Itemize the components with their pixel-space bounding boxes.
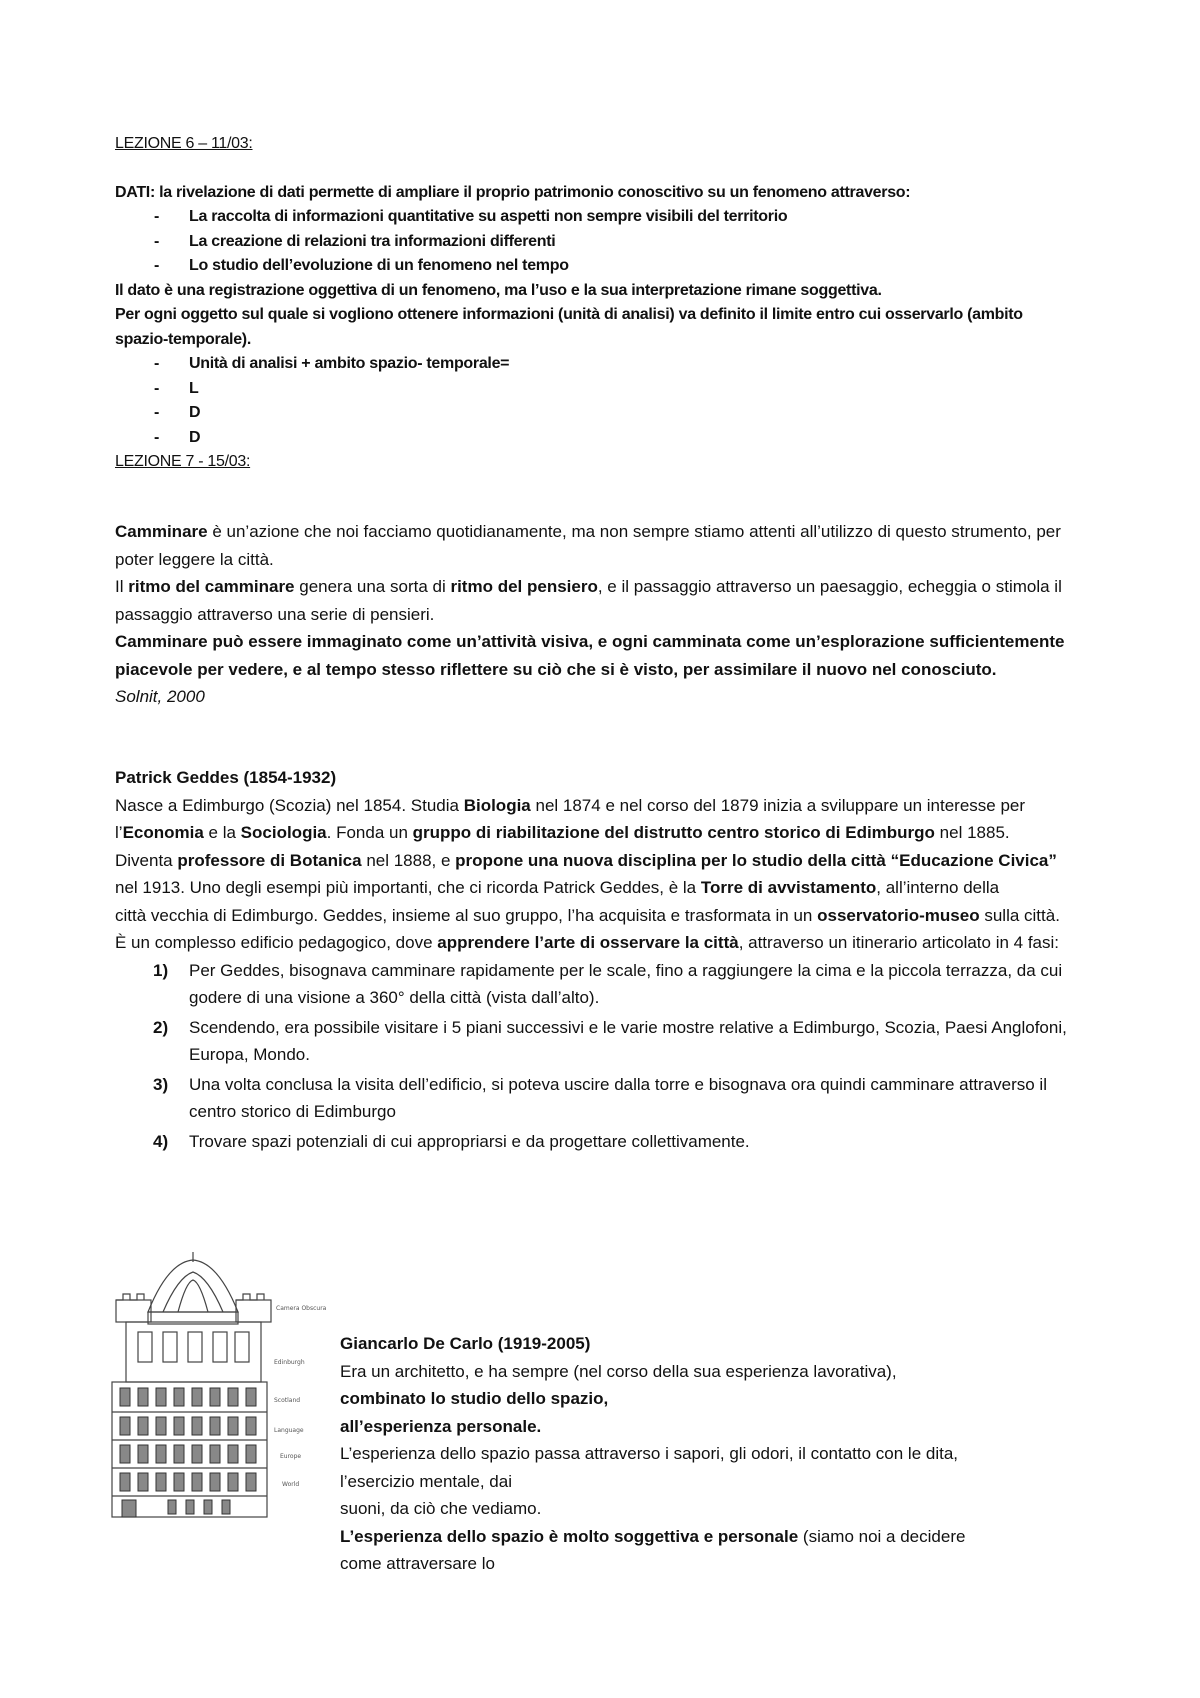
lesson6-line2: Per ogni oggetto sul quale si vogliono ottenere informazioni (unità di analisi) va definito il limite entro cui osservarlo (ambito spazio-temporale). bbox=[115, 306, 1023, 348]
tower-label: World bbox=[282, 1481, 300, 1488]
step-number: 1) bbox=[153, 960, 169, 980]
bold-text: Torre di avvistamento bbox=[700, 878, 877, 897]
decarlo-line: all’esperienza personale. bbox=[340, 1416, 542, 1436]
text: nel 1888, e bbox=[361, 850, 456, 870]
step-number: 4) bbox=[153, 1131, 169, 1151]
lesson6-bullets bbox=[115, 205, 1075, 279]
text: Diventa bbox=[115, 850, 178, 870]
decarlo-line: Era un architetto, e ha sempre (nel corso della sua esperienza lavorativa), bbox=[340, 1361, 897, 1381]
citation: Solnit, 2000 bbox=[115, 687, 205, 706]
bold-text: osservatorio-museo bbox=[817, 905, 980, 925]
text: , all’interno della bbox=[876, 878, 1000, 897]
list-item bbox=[115, 1014, 1075, 1069]
text: nel 1913. Uno degli esempi più importanti, che ci ricorda Patrick Geddes, è la bbox=[115, 878, 701, 897]
list-item: - Lo studio dell’evoluzione di un fenomeno nel tempo bbox=[115, 254, 1075, 279]
tower-label: Scotland bbox=[274, 1397, 301, 1404]
text: nel 1885. bbox=[934, 823, 1010, 842]
geddes-paragraph-3 bbox=[115, 902, 1075, 957]
text: (siamo noi a decidere bbox=[798, 1526, 966, 1546]
decarlo-line: come attraversare lo bbox=[340, 1554, 495, 1573]
decarlo-line: combinato lo studio dello spazio, bbox=[340, 1389, 609, 1408]
text: , attraverso un itinerario articolato in 4 fasi: bbox=[738, 933, 1060, 952]
outlook-tower-illustration bbox=[108, 1252, 327, 1522]
lesson7-paragraph-2 bbox=[115, 573, 1075, 628]
decarlo-title: Giancarlo De Carlo (1919-2005) bbox=[340, 1334, 591, 1353]
step-text: Trovare spazi potenziali di cui appropriarsi e da progettare collettivamente. bbox=[189, 1131, 750, 1151]
decarlo-line: suoni, da ciò che vediamo. bbox=[340, 1499, 542, 1518]
decarlo-line: l’esercizio mentale, dai bbox=[340, 1471, 512, 1491]
lesson7-heading: LEZIONE 7 - 15/03: bbox=[115, 453, 251, 470]
list-item: - L bbox=[115, 377, 1075, 402]
tower-label: Edinburgh bbox=[274, 1359, 305, 1366]
bold-text: Sociologia bbox=[240, 823, 327, 842]
text: , e il passaggio attraverso un paesaggio, echeggia o stimola il passaggio attraverso una serie di pensieri. bbox=[115, 577, 1062, 624]
list-item: - D bbox=[115, 401, 1075, 426]
decarlo-line bbox=[340, 1523, 1080, 1551]
step-text: Una volta conclusa la visita dell’edificio, si poteva uscire dalla torre e bisognava ora quindi camminare attraverso il centro storico di Edimburgo bbox=[189, 1074, 1047, 1121]
bold-text: Economia bbox=[122, 823, 204, 842]
geddes-section bbox=[115, 764, 1075, 1157]
list-item: - La creazione di relazioni tra informazioni differenti bbox=[115, 230, 1075, 255]
decarlo-line: L’esperienza dello spazio passa attraverso i sapori, gli odori, il contatto con le dita, bbox=[340, 1444, 959, 1463]
tower-label: Language bbox=[274, 1427, 304, 1434]
geddes-paragraph-1 bbox=[115, 792, 1075, 847]
list-item bbox=[115, 1071, 1075, 1126]
bold-text: ritmo del camminare bbox=[128, 577, 295, 596]
list-item bbox=[115, 1128, 1075, 1156]
bold-text: apprendere l’arte di osservare la città bbox=[437, 933, 739, 952]
text: e la bbox=[203, 823, 241, 842]
step-text: Scendendo, era possibile visitare i 5 piani successivi e le varie mostre relative a Edimburgo, Scozia, Paesi Anglofoni, Europa, Mondo. bbox=[189, 1017, 1067, 1064]
list-item: - D bbox=[115, 426, 1075, 451]
list-item: - La raccolta di informazioni quantitative su aspetti non sempre visibili del territorio bbox=[115, 205, 1075, 230]
geddes-paragraph-2 bbox=[115, 847, 1075, 902]
lesson7-paragraph-3: Camminare può essere immaginato come un’attività visiva, e ogni camminata come un’esplorazione sufficientemente piacevole per vedere, e al tempo stesso riflettere su ciò che si è visto, per assimilare il nuovo nel conosciuto. bbox=[115, 632, 1065, 679]
bold-text: ritmo del pensiero bbox=[450, 577, 598, 596]
lesson6-line1: Il dato è una registrazione oggettiva di un fenomeno, ma l’uso e la sua interpretazione rimane soggettiva. bbox=[115, 281, 882, 299]
bold-text: gruppo di riabilitazione del distrutto centro storico di Edimburgo bbox=[412, 823, 935, 842]
bold-text: L’esperienza dello spazio è molto soggettiva e personale bbox=[340, 1526, 799, 1546]
text: sulla città. È un complesso edificio pedagogico, dove bbox=[115, 905, 1060, 952]
text: è un’azione che noi facciamo quotidianamente, ma non sempre stiamo attenti all’utilizzo di questo strumento, per poter leggere la città. bbox=[115, 522, 1061, 569]
decarlo-section bbox=[340, 1330, 1080, 1578]
lesson6-section bbox=[115, 132, 1075, 475]
list-item: - Unità di analisi + ambito spazio- temporale= bbox=[115, 352, 1075, 377]
step-text: Per Geddes, bisognava camminare rapidamente per le scale, fino a raggiungere la cima e la piccola terrazza, da cui godere di una visione a 360° della città (vista dall’alto). bbox=[189, 960, 1063, 1007]
bold-text: professore di Botanica bbox=[177, 850, 362, 870]
text: genera una sorta di bbox=[294, 577, 451, 596]
geddes-steps bbox=[115, 957, 1075, 1156]
tower-label: Camera Obscura bbox=[276, 1305, 327, 1312]
bold-text: propone una nuova disciplina per lo studio della città “Educazione Civica” bbox=[455, 850, 1057, 870]
tower-label: Europe bbox=[280, 1453, 302, 1460]
step-number: 3) bbox=[153, 1074, 169, 1094]
list-item bbox=[115, 957, 1075, 1012]
geddes-title: Patrick Geddes (1854-1932) bbox=[115, 768, 337, 787]
lesson7-section bbox=[115, 518, 1075, 711]
bold-text: Camminare bbox=[115, 522, 208, 541]
text: Nasce a Edimburgo (Scozia) nel 1854. Studia bbox=[115, 795, 464, 815]
lesson6-heading: LEZIONE 6 – 11/03: bbox=[115, 135, 253, 152]
lesson7-paragraph-1 bbox=[115, 518, 1075, 573]
text: nel 1874 e nel corso del 1879 inizia a sviluppare un interesse per l’ bbox=[115, 795, 1026, 842]
lesson6-bullets2 bbox=[115, 352, 1075, 450]
bold-text: Biologia bbox=[463, 795, 531, 815]
text: . Fonda un bbox=[326, 823, 413, 842]
lesson6-intro: DATI: la rivelazione di dati permette di ampliare il proprio patrimonio conoscitivo su un fenomeno attraverso: bbox=[115, 183, 911, 201]
text: Il bbox=[115, 577, 129, 596]
text: città vecchia di Edimburgo. Geddes, insieme al suo gruppo, l’ha acquisita e trasformata in un bbox=[115, 905, 818, 925]
step-number: 2) bbox=[153, 1017, 169, 1037]
